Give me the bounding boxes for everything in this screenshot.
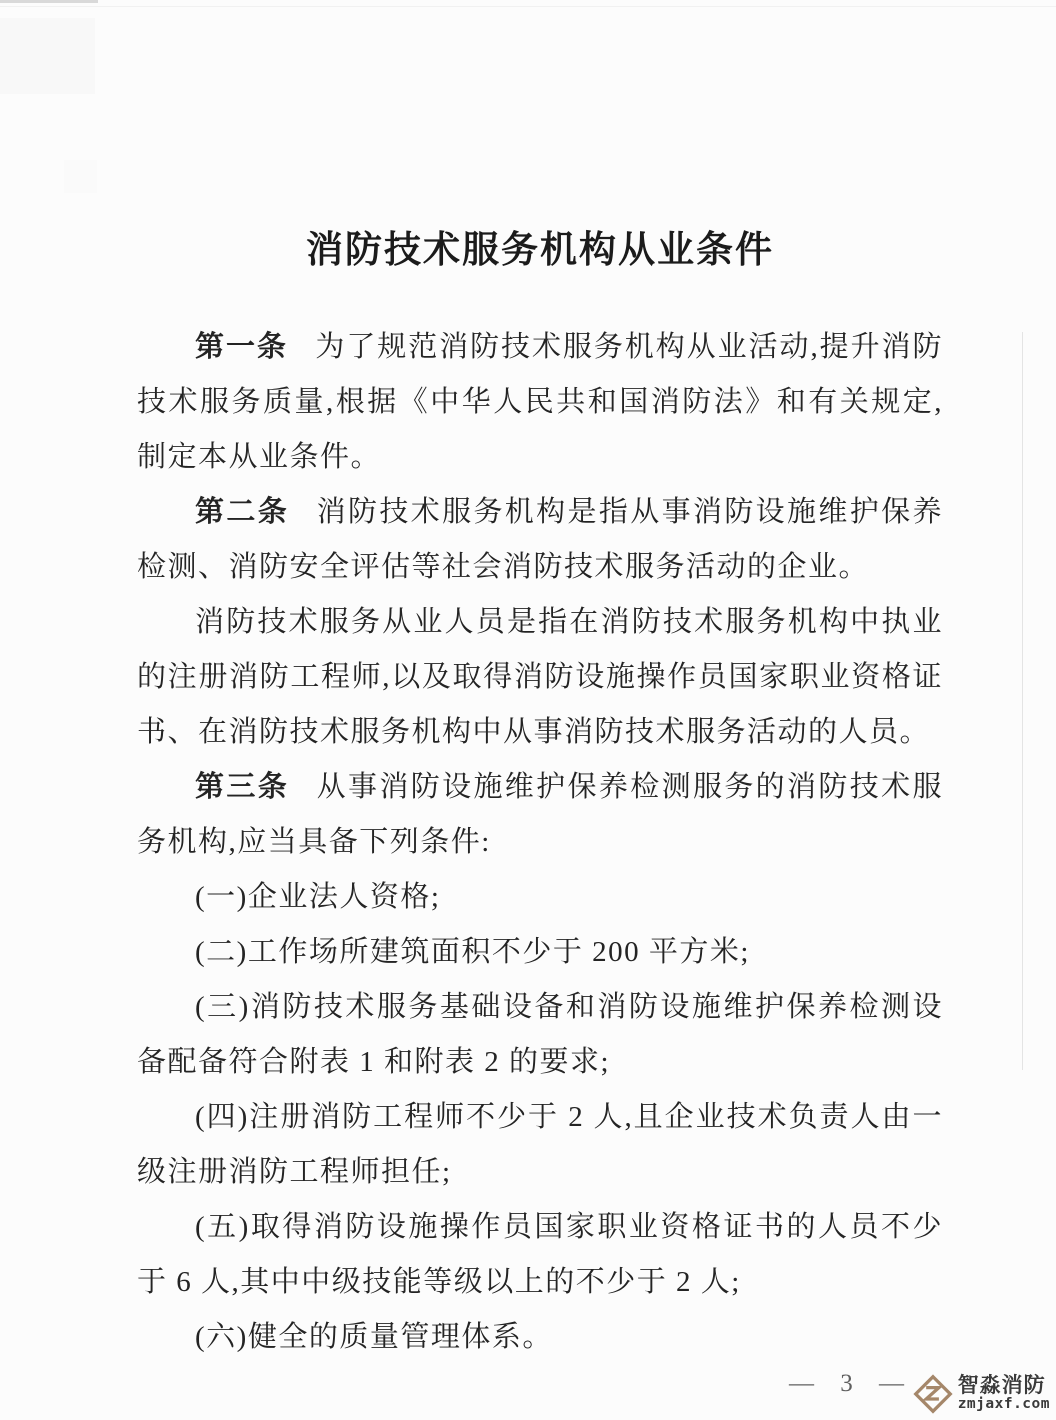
article-1-text: 为了规范消防技术服务机构从业活动,提升消防技术服务质量,根据《中华人民共和国消防法》和有关规定,制定本从业条件。 <box>137 331 943 473</box>
article-2-paragraph <box>137 485 943 595</box>
article-3-label: 第三条 <box>195 771 290 803</box>
personnel-definition-text: 消防技术服务从业人员是指在消防技术服务机构中执业的注册消防工程师,以及取得消防设施操作员国家职业资格证书、在消防技术服务机构中从事消防技术服务活动的人员。 <box>137 606 943 748</box>
condition-item-5 <box>137 1200 943 1310</box>
scan-artifact-top-line <box>0 0 98 3</box>
article-2-label: 第二条 <box>195 496 290 528</box>
article-1-label: 第一条 <box>195 331 288 363</box>
condition-item-6-text: (六)健全的质量管理体系。 <box>195 1321 553 1353</box>
article-3-paragraph <box>137 760 943 870</box>
scan-artifact-smudge <box>64 160 97 193</box>
condition-item-2 <box>137 925 943 980</box>
watermark <box>913 1374 1050 1414</box>
scan-artifact-smudge <box>0 18 95 94</box>
condition-item-3 <box>137 980 943 1090</box>
article-3-text: 从事消防设施维护保养检测服务的消防技术服务机构,应当具备下列条件: <box>137 771 943 858</box>
page-number: — 3 — <box>789 1370 914 1397</box>
article-1-paragraph <box>137 320 943 485</box>
condition-item-1-text: (一)企业法人资格; <box>195 881 441 913</box>
watermark-brand-text: 智淼消防 <box>957 1374 1046 1398</box>
watermark-textblock <box>958 1375 1050 1412</box>
article-2-text: 消防技术服务机构是指从事消防设施维护保养检测、消防安全评估等社会消防技术服务活动的企业。 <box>137 496 943 583</box>
condition-item-1 <box>137 870 943 925</box>
watermark-domain-text: zmjaxf.com <box>957 1396 1050 1413</box>
condition-item-3-text: (三)消防技术服务基础设备和消防设施维护保养检测设备配备符合附表 1 和附表 2 的要求; <box>137 991 943 1078</box>
condition-item-4 <box>137 1090 943 1200</box>
condition-item-2-text: (二)工作场所建筑面积不少于 200 平方米; <box>195 936 750 968</box>
condition-item-6 <box>137 1310 943 1365</box>
scan-artifact-top-edge <box>0 6 1056 7</box>
document-title: 消防技术服务机构从业条件 <box>306 230 774 271</box>
scan-artifact-right-line <box>1022 332 1023 1070</box>
document-body <box>137 226 943 1365</box>
condition-item-4-text: (四)注册消防工程师不少于 2 人,且企业技术负责人由一级注册消防工程师担任; <box>137 1101 943 1188</box>
personnel-definition-paragraph <box>137 595 943 760</box>
condition-item-5-text: (五)取得消防设施操作员国家职业资格证书的人员不少于 6 人,其中中级技能等级以上的不少于 2 人; <box>137 1211 943 1298</box>
zhimiao-logo-icon <box>913 1374 953 1414</box>
